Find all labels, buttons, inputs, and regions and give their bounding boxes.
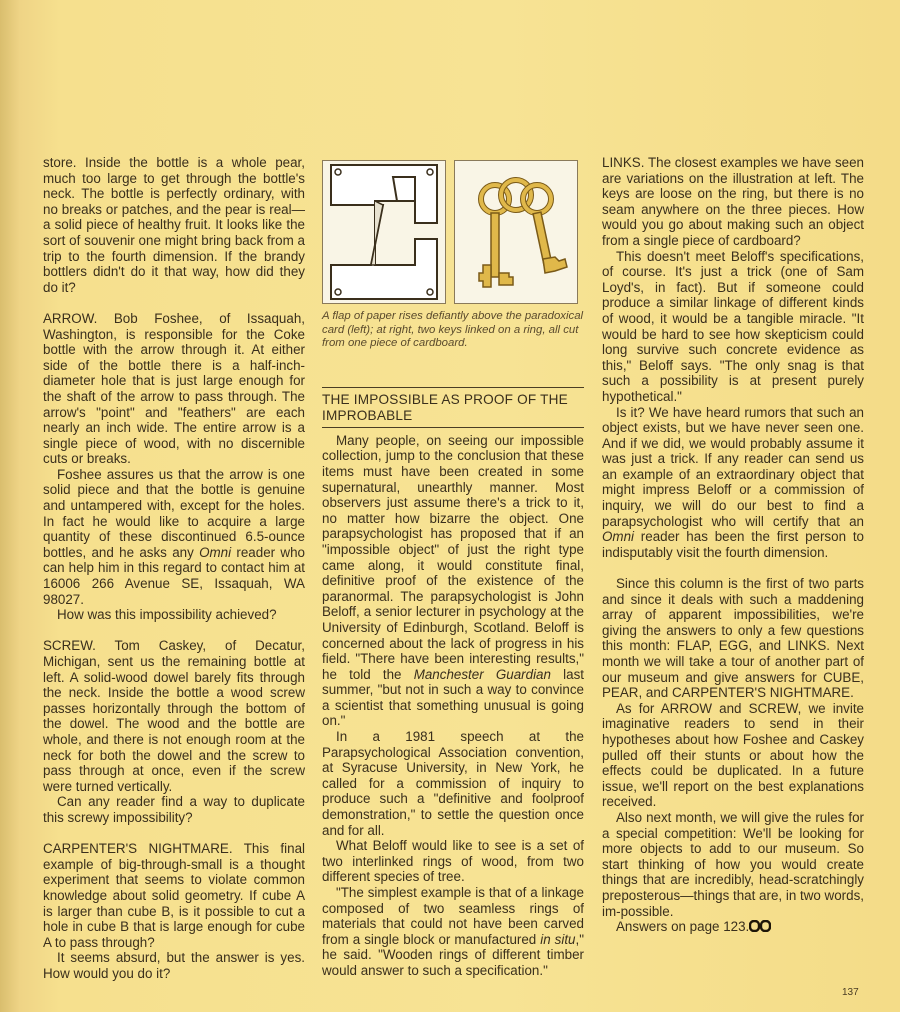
paragraph-1981-speech: In a 1981 speech at the Parapsychological Association convention, at Syracuse University, in New York, he called for a commission of inquiry to produce such a "definitive and foolproof demonstration," to settle the question once and for all.: [322, 729, 584, 838]
section-headline: THE IMPOSSIBLE AS PROOF OF THE IMPROBABLE: [322, 387, 584, 428]
paragraph-carpenters-nightmare: CARPENTER'S NIGHTMARE. This final example of big-through-small is a thought experiment that seems to violate common knowledge about solid geometry. If cube A is larger than cube B, is it possible to cut a hole in cube B that is large enough for cube A to pass through?: [43, 841, 305, 950]
paragraph-competition: Also next month, we will give the rules for a special competition: We'll be looking for more objects to add to our museum. So start thinking of how you would create things that are incredibly, head-scratchingly preposterous—things that are, in two words, im-possible.: [602, 809, 864, 919]
figure-caption: A flap of paper rises defiantly above the paradoxical card (left); at right, two keys linked on a ring, all cut from one piece of cardboard.: [322, 310, 584, 350]
paragraph-rumors: Is it? We have heard rumors that such an object exists, but we have never seen one. And if we did, we would probably assume it was just a trick. If any reader can send us an example of an extraordinary object that might impress Beloff or a commission of inquiry, we will do our best to find a parapsychologist who will certify that an Omni reader has been the first person to indisputably visit the fourth dimension.: [602, 404, 864, 560]
flap-card-drawing: [323, 161, 445, 303]
paragraph-answers-reference: Answers on page 123.: [602, 919, 864, 935]
linked-keys-illustration: [454, 160, 578, 304]
linked-keys-drawing: [455, 161, 577, 303]
column-right: [602, 155, 864, 935]
paradoxical-card-illustration: [322, 160, 446, 304]
paragraph-column-parts: Since this column is the first of two parts and since it deals with such a maddening array of apparent impossibilities, we're giving the answers to only a few questions this month: FLAP, EGG, and LINKS. Next month we will take a tour of another part of our museum and give answers for CUBE, PEAR, and CARPENTER'S NIGHTMARE.: [602, 576, 864, 701]
omni-endmark-icon: [749, 920, 771, 932]
paragraph-screw-question: Can any reader find a way to duplicate this screwy impossibility?: [43, 794, 305, 825]
illustrations: [322, 160, 584, 304]
paragraph-arrow-screw-invite: As for ARROW and SCREW, we invite imaginative readers to send in their hypotheses about how Foshee and Caskey pulled off their stunts or about how the effects could be duplicated. In a future issue, we'll report on the best explanations received.: [602, 700, 864, 810]
paragraph-beloff-quote: "The simplest example is that of a linkage composed of two seamless rings of materials that could not have been carved from a single block or manufactured in situ," he said. "Wooden rings of different timber would answer to such a specification.": [322, 885, 584, 978]
paragraph-arrow-question: How was this impossibility achieved?: [57, 607, 277, 623]
column-left: [43, 155, 305, 981]
paragraph-screw: SCREW. Tom Caskey, of Decatur, Michigan, sent us the remaining bottle at left. A solid-wood dowel barely fits through the neck. Inside the bottle a wood screw passes horizontally through the bottom of the dowel. The wood and the bottle are whole, and there is not enough room at the neck for both the dowel and the screw to pass through at once, even if the screw were turned vertically.: [43, 638, 305, 794]
paragraph-carpenters-answer: It seems absurd, but the answer is yes. How would you do it?: [43, 950, 305, 981]
paragraph-pear: store. Inside the bottle is a whole pear, much too large to get through the bottle's neck. The bottle is perfectly ordinary, with no breaks or patches, and the pear is real—a solid piece of healthy fruit. It looks like the sort of souvenir one might bring back from a trip to the fourth dimension. If the brandy bottlers didn't do it that way, how did they do it?: [43, 155, 305, 295]
page-number: 137: [842, 987, 859, 998]
paragraph-foshee: Foshee assures us that the arrow is one solid piece and that the bottle is genuine and untampered with, except for the holes. In fact he would like to acquire a large quantity of these discontinued 6.5-ounce bottles, and he asks any Omni reader who can help him in this regard to contact him at 16006 266 Avenue SE, Issaquah, WA 98027.: [43, 466, 305, 607]
column-middle: [322, 160, 584, 979]
paragraph-parapsychologist: Many people, on seeing our impossible collection, jump to the conclusion that these items must have been created in some supernatural, unearthly manner. Most observers just assume there's a trick to it, no matter how bizarre the object. One parapsychologist has proposed that if an "impossible object" of just the right type came along, it would constitute final, definitive proof of the existence of the paranormal. The parapsychologist is John Beloff, a senior lecturer in psychology at the University of Edinburgh, Scotland. Beloff is concerned about the lack of progress in his field. "There have been interesting results," he told the Manchester Guardian last summer, "but not in such a way to convince a scientist that something unusual is going on.": [322, 432, 584, 729]
paragraph-arrow: ARROW. Bob Foshee, of Issaquah, Washington, is responsible for the Coke bottle with the arrow through it. At either side of the bottle there is a half-inch-diameter hole that is just large enough for the shaft of the arrow to pass through. The arrow's "point" and "feathers" are each nearly an inch wide. The entire arrow is a single piece of wood, with no discernible cuts or breaks.: [43, 310, 305, 467]
paragraph-interlinked-rings: What Beloff would like to see is a set of two interlinked rings of wood, from two different species of tree.: [322, 838, 584, 885]
paragraph-specifications: This doesn't meet Beloff's specifications, of course. It's just a trick (one of Sam Loyd's, in fact). But if someone could produce a similar linkage of different kinds of wood, it would be a tangible miracle. "It would be hard to see how skepticism could long survive such concrete evidence as this," Beloff says. "The only snag is that such a possibility is at present purely hypothetical.": [602, 248, 864, 404]
paragraph-links: LINKS. The closest examples we have seen are variations on the illustration at left. The keys are loose on the ring, but there is no seam anywhere on the three pieces. How would you go about making such an object from a single piece of cardboard?: [602, 155, 864, 248]
